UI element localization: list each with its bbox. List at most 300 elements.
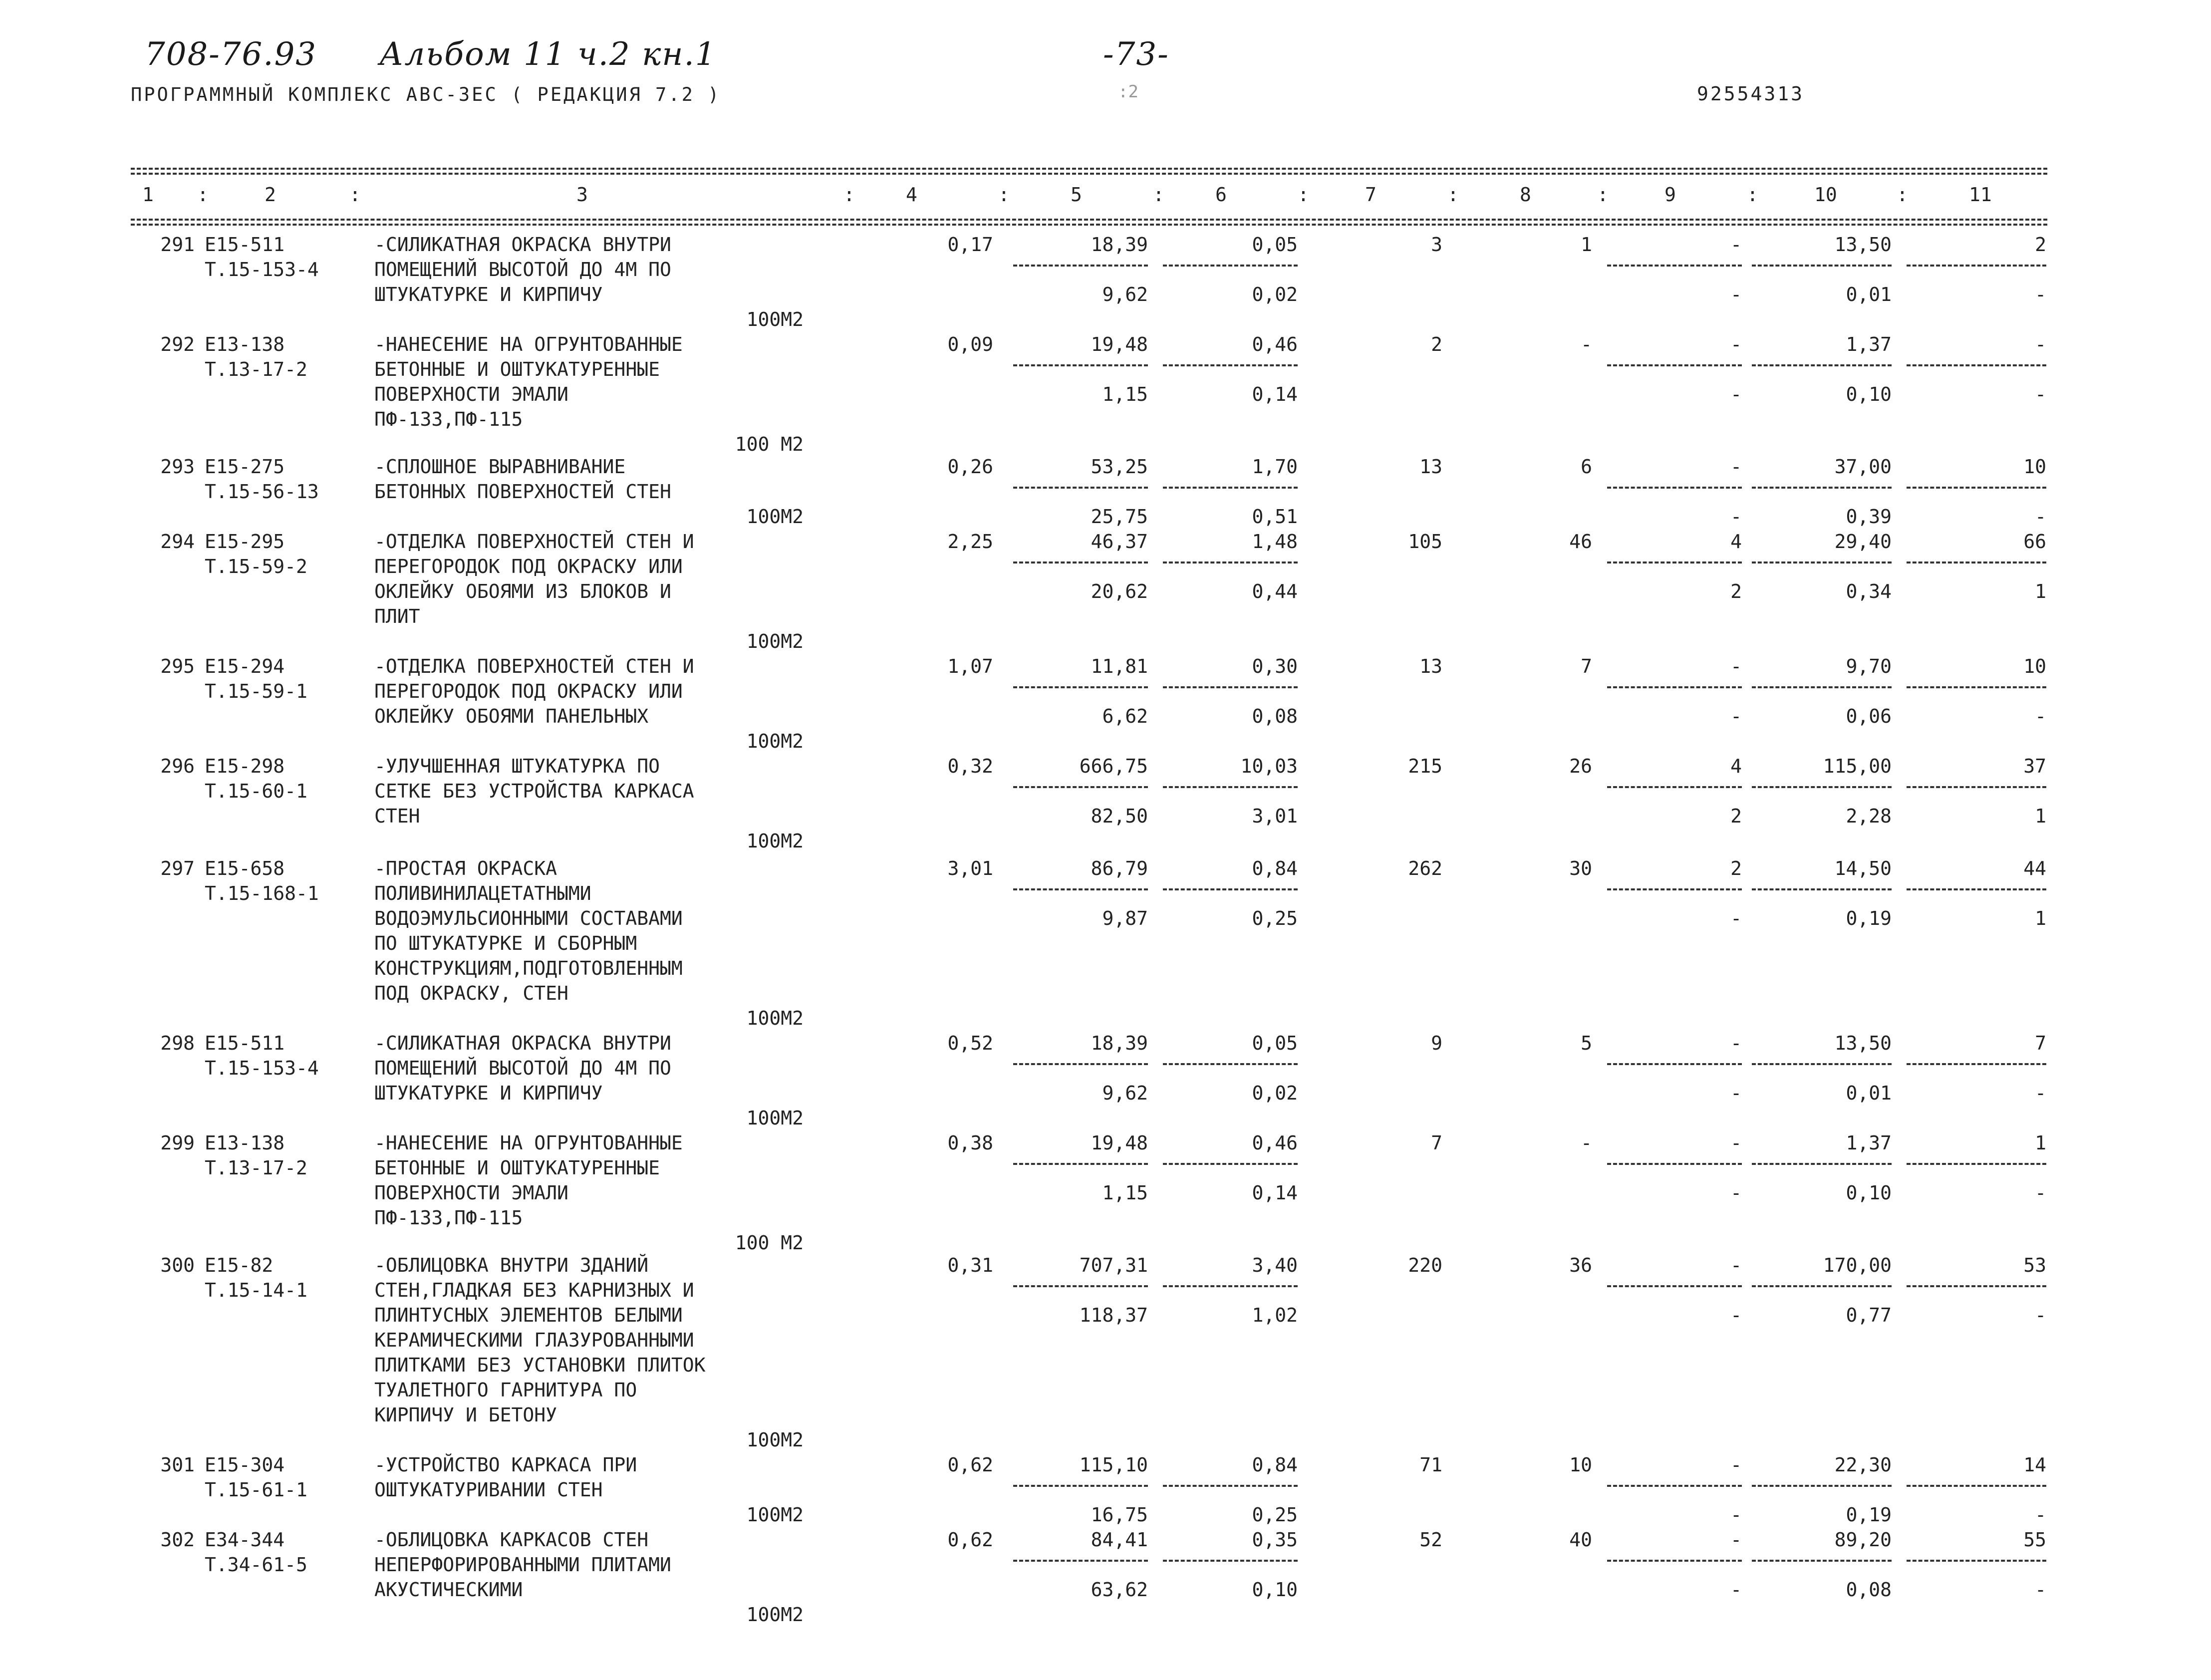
fraction-line (1607, 364, 1742, 366)
column-separator: : (998, 184, 1010, 206)
machine-cost-value: 1,70 (1252, 456, 1298, 478)
measure-unit: 100М2 (746, 1604, 804, 1626)
fraction-line (1607, 1560, 1742, 1562)
machine-wages-total-value: - (1730, 1082, 1742, 1104)
machine-cost-value: 0,46 (1252, 1132, 1298, 1154)
rate-code: Е15-658 (205, 857, 285, 879)
work-description-line: АКУСТИЧЕСКИМИ (374, 1579, 523, 1601)
machine-wages-value: 0,14 (1252, 1182, 1298, 1204)
column-separator: : (197, 184, 209, 206)
machine-wages-total-value: - (1730, 1579, 1742, 1601)
labor-machine-total-value: - (2035, 506, 2046, 528)
wages-total-value: 40 (1569, 1529, 1592, 1551)
unit-cost-value: 19,48 (1091, 333, 1148, 355)
measure-unit: 100М2 (746, 1107, 804, 1129)
machine-wages-value: 0,08 (1252, 705, 1298, 727)
row-number: 300 (160, 1254, 195, 1276)
rate-reference: Т.15-59-1 (205, 680, 307, 702)
measure-unit: 100М2 (746, 1429, 804, 1451)
column-separator: : (349, 184, 361, 206)
labor-unit-value: 1,37 (1846, 333, 1892, 355)
unit-cost-wages-value: 20,62 (1091, 580, 1148, 602)
total-cost-value: 105 (1408, 531, 1442, 553)
total-cost-value: 13 (1419, 456, 1442, 478)
measure-unit: 100М2 (746, 1007, 804, 1029)
unit-cost-wages-value: 9,62 (1102, 283, 1148, 305)
labor-machine-total-value: 1 (2035, 580, 2046, 602)
labor-machine-unit-value: 0,06 (1846, 705, 1892, 727)
fraction-line (1013, 1285, 1148, 1287)
work-description-line: ШТУКАТУРКЕ И КИРПИЧУ (374, 1082, 603, 1104)
work-description-line: СЕТКЕ БЕЗ УСТРОЙСТВА КАРКАСА (374, 780, 694, 802)
unit-cost-wages-value: 25,75 (1091, 506, 1148, 528)
labor-machine-total-value: - (2035, 1579, 2046, 1601)
machine-total-value: - (1730, 1032, 1742, 1054)
fraction-line (1752, 1285, 1892, 1287)
fraction-line (1752, 561, 1892, 563)
machine-wages-total-value: - (1730, 1182, 1742, 1204)
work-description-line: ПФ-133,ПФ-115 (374, 1207, 523, 1229)
work-description-line: ПЛИТКАМИ БЕЗ УСТАНОВКИ ПЛИТОК (374, 1354, 706, 1376)
fraction-line (1163, 1063, 1298, 1065)
total-cost-value: 71 (1419, 1454, 1442, 1476)
document-code: 708-76.93 (145, 36, 317, 73)
labor-unit-value: 37,00 (1834, 456, 1892, 478)
column-number-6: 6 (1215, 184, 1227, 206)
fraction-line (1013, 1560, 1148, 1562)
fraction-line (1607, 265, 1742, 267)
fraction-line (1752, 1163, 1892, 1165)
labor-machine-total-value: - (2035, 705, 2046, 727)
machine-wages-total-value: - (1730, 907, 1742, 929)
work-description-line: -УЛУЧШЕННАЯ ШТУКАТУРКА ПО (374, 755, 660, 777)
column-number-4: 4 (906, 184, 917, 206)
quantity-value: 0,38 (947, 1132, 993, 1154)
rate-code: Е15-82 (205, 1254, 274, 1276)
machine-cost-value: 0,30 (1252, 655, 1298, 677)
quantity-value: 0,09 (947, 333, 993, 355)
machine-cost-value: 1,48 (1252, 531, 1298, 553)
fraction-line (1907, 1285, 2046, 1287)
fraction-line (1607, 1485, 1742, 1487)
column-number-2: 2 (265, 184, 276, 206)
column-number-7: 7 (1365, 184, 1377, 206)
measure-unit: 100М2 (746, 506, 804, 528)
machine-total-value: - (1730, 456, 1742, 478)
fraction-line (1607, 1063, 1742, 1065)
row-number: 298 (160, 1032, 195, 1054)
fraction-line (1907, 561, 2046, 563)
work-description-line: -ОБЛИЦОВКА ВНУТРИ ЗДАНИЙ (374, 1254, 649, 1276)
fraction-line (1907, 1063, 2046, 1065)
program-title: ПРОГРАММНЫЙ КОМПЛЕКС АВС-3ЕС ( РЕДАКЦИЯ 7.2 ) (131, 84, 721, 105)
quantity-value: 2,25 (947, 531, 993, 553)
column-number-10: 10 (1814, 184, 1837, 206)
work-description-line: ПОВЕРХНОСТИ ЭМАЛИ (374, 383, 568, 405)
fraction-line (1013, 1163, 1148, 1165)
machine-wages-value: 0,14 (1252, 383, 1298, 405)
unit-cost-wages-value: 16,75 (1091, 1504, 1148, 1526)
unit-cost-value: 11,81 (1091, 655, 1148, 677)
work-description-line: -НАНЕСЕНИЕ НА ОГРУНТОВАННЫЕ (374, 333, 683, 355)
machine-total-value: - (1730, 1529, 1742, 1551)
work-description-line: ПОМЕЩЕНИЙ ВЫСОТОЙ ДО 4М ПО (374, 1057, 671, 1079)
measure-unit: 100 М2 (735, 1232, 804, 1254)
fraction-line (1607, 686, 1742, 688)
unit-cost-value: 46,37 (1091, 531, 1148, 553)
row-number: 297 (160, 857, 195, 879)
machine-total-value: - (1730, 234, 1742, 256)
total-cost-value: 9 (1431, 1032, 1442, 1054)
fraction-line (1752, 1063, 1892, 1065)
wages-total-value: 5 (1581, 1032, 1592, 1054)
fraction-line (1163, 1485, 1298, 1487)
work-description-line: НЕПЕРФОРИРОВАННЫМИ ПЛИТАМИ (374, 1554, 671, 1576)
row-number: 299 (160, 1132, 195, 1154)
wages-total-value: 6 (1581, 456, 1592, 478)
rate-reference: Т.13-17-2 (205, 358, 307, 380)
unit-cost-value: 18,39 (1091, 1032, 1148, 1054)
fraction-line (1013, 686, 1148, 688)
measure-unit: 100М2 (746, 630, 804, 652)
work-description-line: ОШТУКАТУРИВАНИИ СТЕН (374, 1479, 603, 1501)
labor-machine-unit-value: 0,10 (1846, 383, 1892, 405)
fraction-line (1163, 888, 1298, 890)
machine-total-value: 4 (1730, 755, 1742, 777)
total-cost-value: 215 (1408, 755, 1442, 777)
machine-total-value: 2 (1730, 857, 1742, 879)
machine-wages-value: 0,10 (1252, 1579, 1298, 1601)
labor-total-value: 66 (2023, 531, 2046, 553)
fraction-line (1163, 487, 1298, 489)
rate-reference: Т.13-17-2 (205, 1157, 307, 1179)
labor-machine-unit-value: 0,19 (1846, 1504, 1892, 1526)
machine-wages-total-value: - (1730, 383, 1742, 405)
fraction-line (1907, 1560, 2046, 1562)
labor-machine-total-value: - (2035, 1082, 2046, 1104)
labor-machine-unit-value: 0,10 (1846, 1182, 1892, 1204)
fraction-line (1013, 487, 1148, 489)
labor-machine-total-value: 1 (2035, 805, 2046, 827)
fraction-line (1907, 686, 2046, 688)
rate-code: Е15-295 (205, 531, 285, 553)
labor-unit-value: 9,70 (1846, 655, 1892, 677)
column-separator: : (1897, 184, 1908, 206)
rate-code: Е15-275 (205, 456, 285, 478)
machine-cost-value: 0,84 (1252, 857, 1298, 879)
fraction-line (1907, 786, 2046, 788)
fraction-line (1013, 1063, 1148, 1065)
margin-mark: :2 (1118, 82, 1138, 102)
fraction-line (1607, 786, 1742, 788)
total-cost-value: 3 (1431, 234, 1442, 256)
fraction-line (1752, 888, 1892, 890)
labor-machine-unit-value: 0,19 (1846, 907, 1892, 929)
rate-reference: Т.15-60-1 (205, 780, 307, 802)
work-description-line: -СИЛИКАТНАЯ ОКРАСКА ВНУТРИ (374, 1032, 671, 1054)
labor-machine-total-value: - (2035, 383, 2046, 405)
machine-cost-value: 0,84 (1252, 1454, 1298, 1476)
fraction-line (1907, 1485, 2046, 1487)
album-label: Альбом 11 ч.2 кн.1 (379, 36, 717, 73)
work-description-line: СТЕН (374, 805, 420, 827)
rate-code: Е15-304 (205, 1454, 285, 1476)
machine-wages-total-value: 2 (1730, 580, 1742, 602)
fraction-line (1607, 1163, 1742, 1165)
machine-wages-value: 0,02 (1252, 283, 1298, 305)
fraction-line (1013, 364, 1148, 366)
labor-machine-unit-value: 0,01 (1846, 1082, 1892, 1104)
unit-cost-wages-value: 1,15 (1102, 1182, 1148, 1204)
labor-machine-unit-value: 0,08 (1846, 1579, 1892, 1601)
row-number: 301 (160, 1454, 195, 1476)
labor-total-value: 14 (2023, 1454, 2046, 1476)
labor-machine-total-value: - (2035, 1504, 2046, 1526)
work-description-line: ПЛИНТУСНЫХ ЭЛЕМЕНТОВ БЕЛЫМИ (374, 1304, 683, 1326)
labor-unit-value: 22,30 (1834, 1454, 1892, 1476)
work-description-line: ПОЛИВИНИЛАЦЕТАТНЫМИ (374, 882, 591, 904)
fraction-line (1607, 561, 1742, 563)
rate-reference: Т.15-59-2 (205, 556, 307, 577)
machine-wages-total-value: - (1730, 1504, 1742, 1526)
row-number: 295 (160, 655, 195, 677)
unit-cost-wages-value: 63,62 (1091, 1579, 1148, 1601)
wages-total-value: 7 (1581, 655, 1592, 677)
machine-wages-total-value: - (1730, 1304, 1742, 1326)
machine-cost-value: 0,35 (1252, 1529, 1298, 1551)
machine-cost-value: 10,03 (1240, 755, 1298, 777)
fraction-line (1163, 1560, 1298, 1562)
total-cost-value: 2 (1431, 333, 1442, 355)
rate-code: Е15-511 (205, 1032, 285, 1054)
unit-cost-wages-value: 6,62 (1102, 705, 1148, 727)
measure-unit: 100М2 (746, 308, 804, 330)
fraction-line (1752, 686, 1892, 688)
work-description-line: ПЕРЕГОРОДОК ПОД ОКРАСКУ ИЛИ (374, 556, 683, 577)
work-description-line: БЕТОННЫЕ И ОШТУКАТУРЕННЫЕ (374, 358, 660, 380)
measure-unit: 100М2 (746, 730, 804, 752)
column-separator: : (1447, 184, 1459, 206)
work-description-line: -ПРОСТАЯ ОКРАСКА (374, 857, 557, 879)
rate-code: Е34-344 (205, 1529, 285, 1551)
machine-cost-value: 3,40 (1252, 1254, 1298, 1276)
unit-cost-wages-value: 9,87 (1102, 907, 1148, 929)
fraction-line (1907, 364, 2046, 366)
labor-machine-total-value: - (2035, 283, 2046, 305)
quantity-value: 1,07 (947, 655, 993, 677)
machine-total-value: 4 (1730, 531, 1742, 553)
row-number: 291 (160, 234, 195, 256)
unit-cost-value: 53,25 (1091, 456, 1148, 478)
fraction-line (1013, 786, 1148, 788)
machine-wages-value: 0,51 (1252, 506, 1298, 528)
rate-reference: Т.15-153-4 (205, 1057, 319, 1079)
wages-total-value: 10 (1569, 1454, 1592, 1476)
column-separator: : (1153, 184, 1164, 206)
fraction-line (1752, 265, 1892, 267)
fraction-line (1907, 487, 2046, 489)
labor-machine-unit-value: 0,39 (1846, 506, 1892, 528)
total-cost-value: 7 (1431, 1132, 1442, 1154)
fraction-line (1907, 265, 2046, 267)
work-description-line: ШТУКАТУРКЕ И КИРПИЧУ (374, 283, 603, 305)
machine-wages-total-value: - (1730, 283, 1742, 305)
machine-wages-value: 0,44 (1252, 580, 1298, 602)
work-description-line: ТУАЛЕТНОГО ГАРНИТУРА ПО (374, 1379, 637, 1401)
fraction-line (1163, 561, 1298, 563)
fraction-line (1013, 1485, 1148, 1487)
labor-total-value: 10 (2023, 655, 2046, 677)
work-description-line: -НАНЕСЕНИЕ НА ОГРУНТОВАННЫЕ (374, 1132, 683, 1154)
work-description-line: ПО ШТУКАТУРКЕ И СБОРНЫМ (374, 932, 637, 954)
labor-unit-value: 13,50 (1834, 234, 1892, 256)
fraction-line (1752, 364, 1892, 366)
labor-machine-unit-value: 0,01 (1846, 283, 1892, 305)
column-separator: : (1597, 184, 1609, 206)
labor-total-value: 7 (2035, 1032, 2046, 1054)
column-separator: : (1747, 184, 1758, 206)
machine-total-value: - (1730, 655, 1742, 677)
column-number-11: 11 (1969, 184, 1992, 206)
wages-total-value: - (1581, 333, 1592, 355)
machine-wages-value: 3,01 (1252, 805, 1298, 827)
work-description-line: -ОТДЕЛКА ПОВЕРХНОСТЕЙ СТЕН И (374, 655, 694, 677)
fraction-line (1163, 265, 1298, 267)
fraction-line (1907, 1163, 2046, 1165)
unit-cost-wages-value: 9,62 (1102, 1082, 1148, 1104)
fraction-line (1163, 686, 1298, 688)
labor-total-value: 1 (2035, 1132, 2046, 1154)
header-rule-bottom-2 (131, 224, 2047, 226)
row-number: 294 (160, 531, 195, 553)
total-cost-value: 52 (1419, 1529, 1442, 1551)
wages-total-value: 1 (1581, 234, 1592, 256)
rate-code: Е15-298 (205, 755, 285, 777)
unit-cost-wages-value: 118,37 (1079, 1304, 1148, 1326)
work-description-line: СТЕН,ГЛАДКАЯ БЕЗ КАРНИЗНЫХ И (374, 1279, 694, 1301)
labor-unit-value: 14,50 (1834, 857, 1892, 879)
fraction-line (1907, 888, 2046, 890)
row-number: 292 (160, 333, 195, 355)
machine-total-value: - (1730, 1454, 1742, 1476)
machine-cost-value: 0,05 (1252, 234, 1298, 256)
machine-wages-total-value: - (1730, 705, 1742, 727)
unit-cost-value: 666,75 (1079, 755, 1148, 777)
machine-wages-value: 0,02 (1252, 1082, 1298, 1104)
labor-unit-value: 170,00 (1823, 1254, 1892, 1276)
labor-total-value: 2 (2035, 234, 2046, 256)
column-number-3: 3 (576, 184, 588, 206)
work-description-line: ОКЛЕЙКУ ОБОЯМИ ПАНЕЛЬНЫХ (374, 705, 649, 727)
unit-cost-value: 18,39 (1091, 234, 1148, 256)
column-separator: : (843, 184, 855, 206)
work-description-line: -СПЛОШНОЕ ВЫРАВНИВАНИЕ (374, 456, 626, 478)
row-number: 296 (160, 755, 195, 777)
machine-total-value: - (1730, 333, 1742, 355)
fraction-line (1013, 888, 1148, 890)
quantity-value: 3,01 (947, 857, 993, 879)
labor-total-value: 37 (2023, 755, 2046, 777)
rate-reference: Т.34-61-5 (205, 1554, 307, 1576)
labor-total-value: 55 (2023, 1529, 2046, 1551)
unit-cost-value: 19,48 (1091, 1132, 1148, 1154)
labor-total-value: 10 (2023, 456, 2046, 478)
work-description-line: ПЛИТ (374, 605, 420, 627)
quantity-value: 0,31 (947, 1254, 993, 1276)
column-number-9: 9 (1664, 184, 1676, 206)
labor-machine-total-value: - (2035, 1182, 2046, 1204)
work-description-line: -ОТДЕЛКА ПОВЕРХНОСТЕЙ СТЕН И (374, 531, 694, 553)
work-description-line: ПОМЕЩЕНИЙ ВЫСОТОЙ ДО 4М ПО (374, 259, 671, 280)
machine-wages-value: 0,25 (1252, 907, 1298, 929)
unit-cost-value: 84,41 (1091, 1529, 1148, 1551)
wages-total-value: 26 (1569, 755, 1592, 777)
unit-cost-value: 115,10 (1079, 1454, 1148, 1476)
fraction-line (1607, 487, 1742, 489)
labor-unit-value: 29,40 (1834, 531, 1892, 553)
labor-unit-value: 89,20 (1834, 1529, 1892, 1551)
total-cost-value: 13 (1419, 655, 1442, 677)
labor-total-value: - (2035, 333, 2046, 355)
fraction-line (1013, 561, 1148, 563)
page-number: -73- (1103, 36, 1169, 73)
work-description-line: ОКЛЕЙКУ ОБОЯМИ ИЗ БЛОКОВ И (374, 580, 671, 602)
machine-cost-value: 0,46 (1252, 333, 1298, 355)
wages-total-value: 36 (1569, 1254, 1592, 1276)
fraction-line (1607, 888, 1742, 890)
rate-reference: Т.15-56-13 (205, 481, 319, 503)
machine-total-value: - (1730, 1254, 1742, 1276)
machine-cost-value: 0,05 (1252, 1032, 1298, 1054)
row-number: 293 (160, 456, 195, 478)
rate-code: Е13-138 (205, 1132, 285, 1154)
machine-wages-total-value: - (1730, 506, 1742, 528)
work-description-line: ПЕРЕГОРОДОК ПОД ОКРАСКУ ИЛИ (374, 680, 683, 702)
fraction-line (1163, 1285, 1298, 1287)
work-description-line: ПФ-133,ПФ-115 (374, 408, 523, 430)
column-number-1: 1 (142, 184, 154, 206)
work-description-line: ВОДОЭМУЛЬСИОННЫМИ СОСТАВАМИ (374, 907, 683, 929)
labor-unit-value: 13,50 (1834, 1032, 1892, 1054)
machine-wages-value: 1,02 (1252, 1304, 1298, 1326)
measure-unit: 100 М2 (735, 433, 804, 455)
quantity-value: 0,52 (947, 1032, 993, 1054)
rate-code: Е15-294 (205, 655, 285, 677)
fraction-line (1163, 786, 1298, 788)
column-separator: : (1298, 184, 1309, 206)
header-rule-bottom (131, 219, 2047, 221)
work-description-line: БЕТОННЫЕ И ОШТУКАТУРЕННЫЕ (374, 1157, 660, 1179)
fraction-line (1752, 786, 1892, 788)
work-description-line: КЕРАМИЧЕСКИМИ ГЛАЗУРОВАННЫМИ (374, 1329, 694, 1351)
work-description-line: ПОВЕРХНОСТИ ЭМАЛИ (374, 1182, 568, 1204)
work-description-line: -УСТРОЙСТВО КАРКАСА ПРИ (374, 1454, 637, 1476)
rate-reference: Т.15-153-4 (205, 259, 319, 280)
fraction-line (1752, 1485, 1892, 1487)
labor-unit-value: 115,00 (1823, 755, 1892, 777)
wages-total-value: 46 (1569, 531, 1592, 553)
labor-machine-total-value: - (2035, 1304, 2046, 1326)
quantity-value: 0,17 (947, 234, 993, 256)
document-number: 92554313 (1697, 83, 1805, 105)
work-description-line: -ОБЛИЦОВКА КАРКАСОВ СТЕН (374, 1529, 649, 1551)
header-rule-top (131, 168, 2047, 170)
column-number-5: 5 (1071, 184, 1082, 206)
fraction-line (1752, 487, 1892, 489)
rate-code: Е15-511 (205, 234, 285, 256)
total-cost-value: 220 (1408, 1254, 1442, 1276)
labor-machine-unit-value: 0,34 (1846, 580, 1892, 602)
